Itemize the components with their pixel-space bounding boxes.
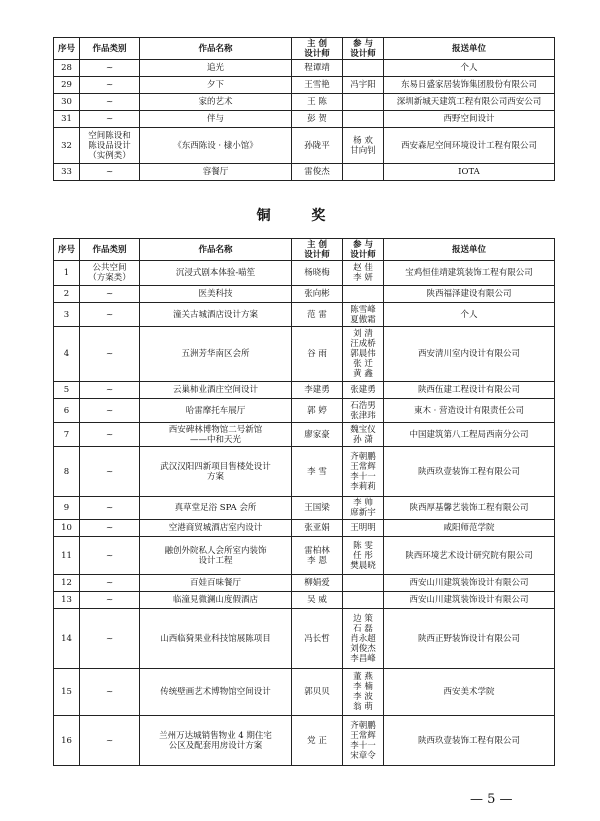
work-category: ~: [80, 537, 140, 575]
row-number: 29: [54, 77, 80, 94]
work-category: ~: [80, 399, 140, 423]
main-designer: 郭贝贝: [292, 669, 343, 716]
submitting-unit: 陕西伍建工程设计有限公司: [384, 382, 555, 399]
work-name: 融创外院私人会所室内装饰 设计工程: [140, 537, 292, 575]
row-number: 9: [54, 497, 80, 520]
work-category: ~: [80, 286, 140, 303]
table-row: [54, 447, 555, 497]
submitting-unit: 西野空间设计: [384, 111, 555, 128]
header-work-name: 作品名称: [140, 38, 292, 60]
main-designer: 范 雷: [292, 303, 343, 327]
work-name: 家的艺术: [140, 94, 292, 111]
work-category: ~: [80, 716, 140, 766]
work-category: ~: [80, 94, 140, 111]
work-category: ~: [80, 303, 140, 327]
work-category: ~: [80, 520, 140, 537]
participating-designer: [343, 164, 384, 181]
row-number: 4: [54, 327, 80, 382]
work-name: 追光: [140, 60, 292, 77]
row-number: 32: [54, 128, 80, 164]
participating-designer: 杨 欢 甘向钊: [343, 128, 384, 164]
participating-designer: 边 策 石 磊 肖永超 刘俊杰 李昌峰: [343, 609, 384, 669]
main-designer: 张亚娟: [292, 520, 343, 537]
table-row: [54, 716, 555, 766]
work-category: ~: [80, 575, 140, 592]
submitting-unit: 陕西厚基馨艺装饰工程有限公司: [384, 497, 555, 520]
table-row: [54, 60, 555, 77]
participating-designer: 魏宝仪 孙 潇: [343, 423, 384, 447]
work-name: 容餐厅: [140, 164, 292, 181]
work-category: ~: [80, 327, 140, 382]
row-number: 11: [54, 537, 80, 575]
header-category: 作品类别: [80, 38, 140, 60]
row-number: 33: [54, 164, 80, 181]
work-name: 兰州万达城销售物业 4 期住宅 公区及配套用房设计方案: [140, 716, 292, 766]
row-number: 5: [54, 382, 80, 399]
main-designer: 程谭靖: [292, 60, 343, 77]
table-row: [54, 94, 555, 111]
header-participating-designer: 参 与 设计师: [343, 38, 384, 60]
submitting-unit: 西安山川建筑装饰设计有限公司: [384, 592, 555, 609]
participating-designer: 齐朝鹏 王常辉 李十一 李莉莉: [343, 447, 384, 497]
submitting-unit: 咸阳师范学院: [384, 520, 555, 537]
participating-designer: 王明明: [343, 520, 384, 537]
row-number: 31: [54, 111, 80, 128]
table-header-row: [54, 239, 555, 261]
header-work-name: 作品名称: [140, 239, 292, 261]
table-row: [54, 592, 555, 609]
submitting-unit: 宝鸡恒佳靖建筑装饰工程有限公司: [384, 261, 555, 286]
work-category: ~: [80, 77, 140, 94]
row-number: 28: [54, 60, 80, 77]
submitting-unit: 陕西环境艺术设计研究院有限公司: [384, 537, 555, 575]
participating-designer: [343, 94, 384, 111]
work-category: ~: [80, 423, 140, 447]
row-number: 12: [54, 575, 80, 592]
submitting-unit: 个人: [384, 303, 555, 327]
submitting-unit: 東木 · 营造设计有限责任公司: [384, 399, 555, 423]
table-header-row: [54, 38, 555, 60]
table-row: [54, 164, 555, 181]
table-row: [54, 609, 555, 669]
participating-designer: [343, 286, 384, 303]
table-row: [54, 537, 555, 575]
awards-table-continued: [53, 37, 555, 181]
header-category: 作品类别: [80, 239, 140, 261]
work-name: 沉浸式剧本体验-喵笙: [140, 261, 292, 286]
table-row: [54, 382, 555, 399]
submitting-unit: 个人: [384, 60, 555, 77]
participating-designer: [343, 60, 384, 77]
page-number: — 5 —: [470, 792, 513, 807]
main-designer: 冯长哲: [292, 609, 343, 669]
work-name: 五洲芳华南区会所: [140, 327, 292, 382]
work-category: ~: [80, 111, 140, 128]
work-name: 哈雷摩托车展厅: [140, 399, 292, 423]
main-designer: 杨晓梅: [292, 261, 343, 286]
work-category: ~: [80, 497, 140, 520]
table-row: [54, 303, 555, 327]
header-main-designer: 主 创 设计师: [292, 239, 343, 261]
row-number: 16: [54, 716, 80, 766]
participating-designer: 冯宇阳: [343, 77, 384, 94]
table-row: [54, 520, 555, 537]
main-designer: 王 陈: [292, 94, 343, 111]
main-designer: 柳娟爱: [292, 575, 343, 592]
submitting-unit: 陕西玖壹装饰工程有限公司: [384, 447, 555, 497]
table-row: [54, 497, 555, 520]
main-designer: 党 正: [292, 716, 343, 766]
row-number: 1: [54, 261, 80, 286]
main-designer: 廖家豪: [292, 423, 343, 447]
table-row: [54, 575, 555, 592]
table-row: [54, 399, 555, 423]
work-category: ~: [80, 592, 140, 609]
main-designer: 雷柏林 李 恩: [292, 537, 343, 575]
participating-designer: 陈 雯 任 彤 樊晨晓: [343, 537, 384, 575]
table-row: [54, 261, 555, 286]
work-category: ~: [80, 609, 140, 669]
row-number: 30: [54, 94, 80, 111]
participating-designer: 石浩男 张津玮: [343, 399, 384, 423]
main-designer: 彭 贺: [292, 111, 343, 128]
main-designer: 王国梁: [292, 497, 343, 520]
main-designer: 孙陇平: [292, 128, 343, 164]
submitting-unit: IOTA: [384, 164, 555, 181]
row-number: 8: [54, 447, 80, 497]
work-name: 传统壁画艺术博物馆空间设计: [140, 669, 292, 716]
participating-designer: 张建勇: [343, 382, 384, 399]
work-name: 医美科技: [140, 286, 292, 303]
submitting-unit: 陕西玖壹装饰工程有限公司: [384, 716, 555, 766]
work-category: ~: [80, 60, 140, 77]
main-designer: 李 雪: [292, 447, 343, 497]
submitting-unit: 陕西正野装饰设计有限公司: [384, 609, 555, 669]
work-name: 真草堂足浴 SPA 会所: [140, 497, 292, 520]
work-category: ~: [80, 382, 140, 399]
main-designer: 谷 雨: [292, 327, 343, 382]
participating-designer: [343, 111, 384, 128]
header-main-designer: 主 创 设计师: [292, 38, 343, 60]
work-name: 云巢柿业酒庄空间设计: [140, 382, 292, 399]
header-submitting-unit: 报送单位: [384, 239, 555, 261]
work-category: ~: [80, 164, 140, 181]
main-designer: 郭 婷: [292, 399, 343, 423]
submitting-unit: 东易日盛家居装饰集团股份有限公司: [384, 77, 555, 94]
table-row: [54, 423, 555, 447]
table-row: [54, 128, 555, 164]
work-name: 伴与: [140, 111, 292, 128]
award-title: 铜 奖: [256, 208, 344, 224]
table-row: [54, 111, 555, 128]
header-participating-designer: 参 与 设计师: [343, 239, 384, 261]
participating-designer: [343, 575, 384, 592]
row-number: 6: [54, 399, 80, 423]
work-name: 《东西陈设 · 棣小馆》: [140, 128, 292, 164]
participating-designer: [343, 592, 384, 609]
submitting-unit: 西安美术学院: [384, 669, 555, 716]
row-number: 7: [54, 423, 80, 447]
row-number: 13: [54, 592, 80, 609]
work-name: 空港商贸城酒店室内设计: [140, 520, 292, 537]
main-designer: 王雪艳: [292, 77, 343, 94]
work-name: 百娃百味餐厅: [140, 575, 292, 592]
work-name: 潼关古城酒店设计方案: [140, 303, 292, 327]
participating-designer: 齐朝鹏 王常辉 李十一 宋章令: [343, 716, 384, 766]
main-designer: 雷俊杰: [292, 164, 343, 181]
row-number: 2: [54, 286, 80, 303]
participating-designer: 赵 佳 李 妍: [343, 261, 384, 286]
row-number: 15: [54, 669, 80, 716]
work-name: 山西临猗果业科技馆展陈项目: [140, 609, 292, 669]
submitting-unit: 西安森尼空间环境设计工程有限公司: [384, 128, 555, 164]
main-designer: 张向彬: [292, 286, 343, 303]
participating-designer: 李 帅 席新宇: [343, 497, 384, 520]
table-row: [54, 327, 555, 382]
main-designer: 吴 威: [292, 592, 343, 609]
main-designer: 李建勇: [292, 382, 343, 399]
work-category: 空间陈设和 陈设品设计 （实例类）: [80, 128, 140, 164]
participating-designer: 刘 清 汪成桥 郭晨伟 张 迁 黄 鑫: [343, 327, 384, 382]
work-name: 临潼見微澜山度假酒店: [140, 592, 292, 609]
table-row: [54, 286, 555, 303]
submitting-unit: 中国建筑第八工程局西南分公司: [384, 423, 555, 447]
submitting-unit: 西安山川建筑装饰设计有限公司: [384, 575, 555, 592]
submitting-unit: 西安清川室内设计有限公司: [384, 327, 555, 382]
header-no: 序号: [54, 38, 80, 60]
table-row: [54, 77, 555, 94]
work-name: 西安碑林博物馆二号新馆 ——中和天光: [140, 423, 292, 447]
participating-designer: 董 燕 李 楠 李 波 翁 萌: [343, 669, 384, 716]
submitting-unit: 深圳新城天建筑工程有限公司西安公司: [384, 94, 555, 111]
work-category: 公共空间 （方案类）: [80, 261, 140, 286]
participating-designer: 陈雪峰 夏傲霜: [343, 303, 384, 327]
work-category: ~: [80, 447, 140, 497]
work-name: 夕下: [140, 77, 292, 94]
submitting-unit: 陕西福泽建设有限公司: [384, 286, 555, 303]
row-number: 3: [54, 303, 80, 327]
header-submitting-unit: 报送单位: [384, 38, 555, 60]
work-category: ~: [80, 669, 140, 716]
header-no: 序号: [54, 239, 80, 261]
table-row: [54, 669, 555, 716]
row-number: 10: [54, 520, 80, 537]
row-number: 14: [54, 609, 80, 669]
bronze-awards-table: [53, 238, 555, 766]
work-name: 武汉汉阳四新项目售楼处设计 方案: [140, 447, 292, 497]
